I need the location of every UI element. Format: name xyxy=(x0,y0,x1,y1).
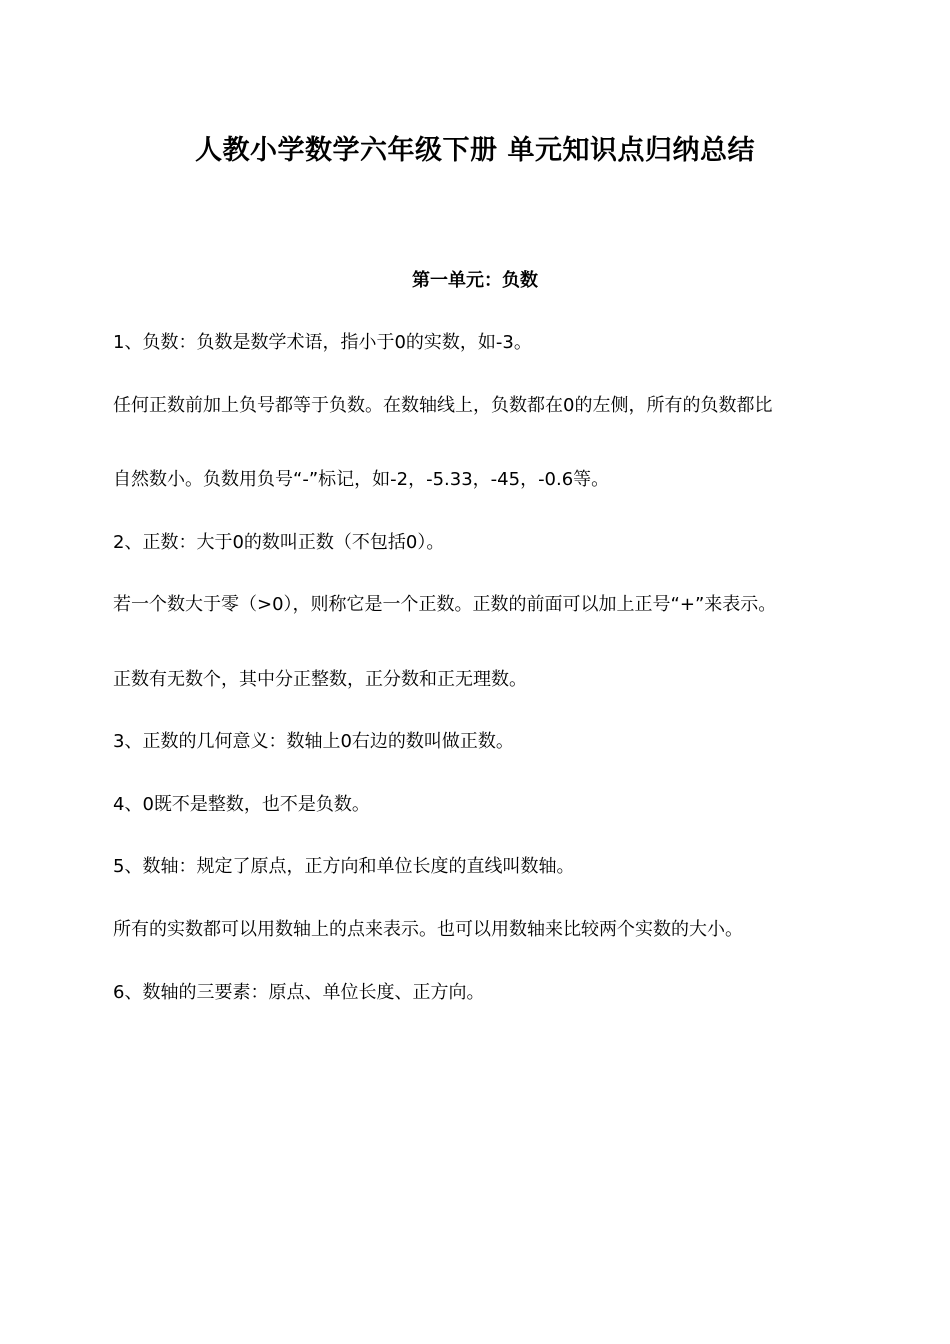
paragraph-number-line-usage: 所有的实数都可以用数轴上的点来表示。也可以用数轴来比较两个实数的大小。 xyxy=(113,919,743,940)
paragraph-positive-number-types: 正数有无数个，其中分正整数，正分数和正无理数。 xyxy=(113,669,527,690)
paragraph-negative-number-explanation: 任何正数前加上负号都等于负数。在数轴线上，负数都在0的左侧，所有的负数都比 xyxy=(113,395,773,416)
paragraph-negative-number-definition: 1、负数：负数是数学术语，指小于0的实数，如-3。 xyxy=(113,332,532,353)
paragraph-positive-number-sign: 若一个数大于零（>0），则称它是一个正数。正数的前面可以加上正号“+”来表示。 xyxy=(113,594,777,615)
section-heading: 第一单元：负数 xyxy=(412,270,538,291)
paragraph-number-line-elements: 6、数轴的三要素：原点、单位长度、正方向。 xyxy=(113,982,485,1003)
document-title: 人教小学数学六年级下册 单元知识点归纳总结 xyxy=(195,135,755,166)
paragraph-negative-number-notation: 自然数小。负数用负号“-”标记，如-2，-5.33，-45，-0.6等。 xyxy=(113,469,610,490)
paragraph-positive-number-definition: 2、正数：大于0的数叫正数（不包括0）。 xyxy=(113,532,445,553)
paragraph-positive-number-geometry: 3、正数的几何意义：数轴上0右边的数叫做正数。 xyxy=(113,731,514,752)
paragraph-number-line-definition: 5、数轴：规定了原点，正方向和单位长度的直线叫数轴。 xyxy=(113,856,575,877)
paragraph-zero: 4、0既不是整数，也不是负数。 xyxy=(113,794,370,815)
